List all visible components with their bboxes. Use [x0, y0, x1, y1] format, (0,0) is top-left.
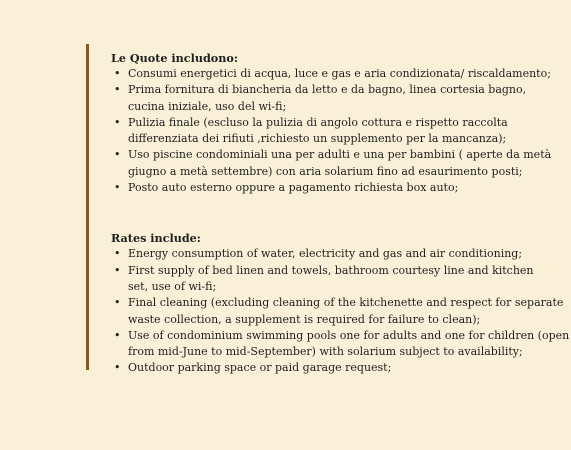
- list-item-line: • Uso piscine condominiali una per adulti e una per bambini ( aperte da metà: [128, 148, 552, 162]
- list-item: [111, 246, 571, 262]
- list-item-line: • Prima fornitura di biancheria da letto e da bagno, linea cortesia bagno,: [128, 83, 527, 97]
- section-italian: [111, 50, 571, 196]
- list-item-line: from mid-June to mid-September) with solarium subject to availability;: [128, 345, 523, 359]
- list-item: [111, 263, 571, 296]
- section-heading: Rates include:: [111, 231, 201, 246]
- list-item-line: • Consumi energetici di acqua, luce e gas e aria condizionata/ riscaldamento;: [128, 67, 551, 80]
- rates-text-block: [86, 44, 570, 375]
- section-english: [111, 230, 571, 376]
- list-item-line: set, use of wi-fi;: [128, 279, 217, 293]
- list-item: [111, 328, 571, 361]
- list-item-line: • Posto auto esterno oppure a pagamento richiesta box auto;: [128, 181, 459, 195]
- list-item-line: cucina iniziale, uso del wi-fi;: [128, 99, 287, 113]
- list-item-line: waste collection, a supplement is required for failure to clean);: [128, 312, 481, 326]
- list-item: [111, 360, 571, 376]
- list-item-line: • First supply of bed linen and towels, bathroom courtesy line and kitchen: [128, 263, 534, 277]
- list-item-line: giugno a metà settembre) con aria solarium fino ad esaurimento posti;: [128, 164, 523, 178]
- section-heading: Le Quote includono:: [111, 51, 238, 65]
- list-item-line: • Outdoor parking space or paid garage request;: [128, 361, 392, 375]
- list-item: [111, 147, 571, 180]
- rates-text-inner: [111, 50, 571, 377]
- list-item-line: • Use of condominium swimming pools one for adults and one for children (open: [128, 328, 570, 342]
- list-item-line: • Energy consumption of water, electricity and gas and air conditioning;: [128, 247, 523, 261]
- bullet-list: [111, 66, 571, 196]
- bullet-list: [111, 246, 571, 376]
- list-item-line: • Pulizia finale (escluso la pulizia di angolo cottura e rispetto raccolta: [128, 115, 508, 129]
- section-spacer: [111, 196, 571, 230]
- list-item: [111, 295, 571, 328]
- list-item: [111, 82, 571, 115]
- list-item-line: differenziata dei rifiuti ,richiesto un supplemento per la mancanza);: [128, 132, 507, 146]
- list-item-line: • Final cleaning (excluding cleaning of the kitchenette and respect for separate: [128, 296, 564, 310]
- list-item: [111, 115, 571, 148]
- list-item: [111, 66, 571, 82]
- list-item: [111, 180, 571, 196]
